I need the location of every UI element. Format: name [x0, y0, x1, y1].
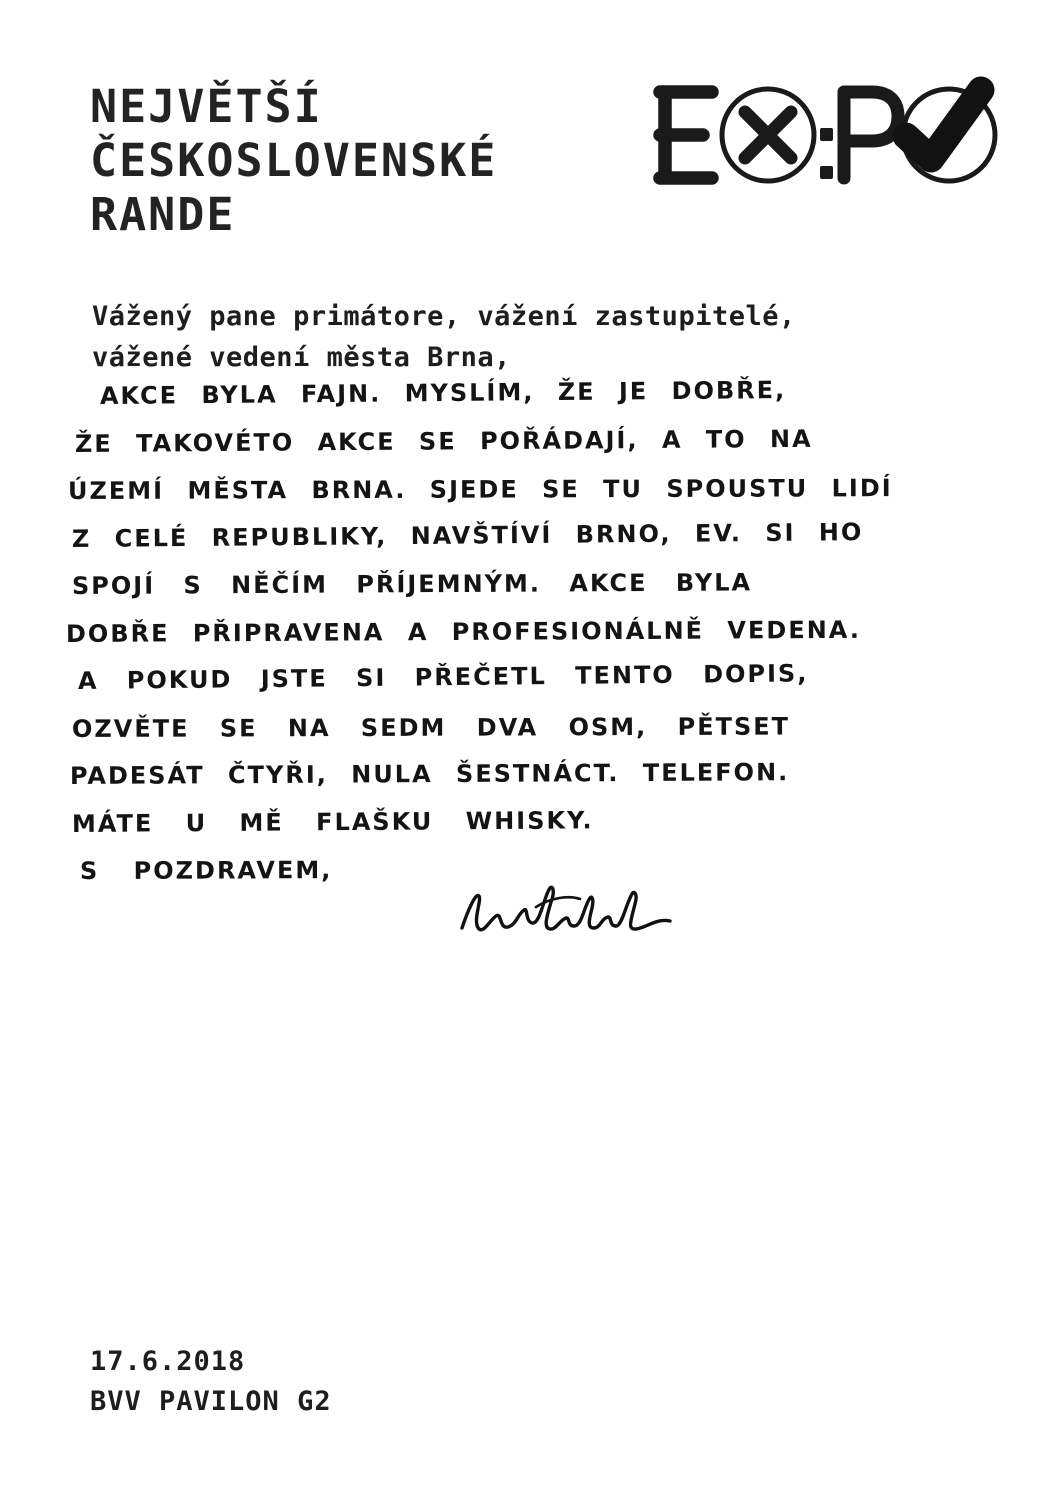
handwritten-line: S POZDRAVEM, [79, 856, 333, 885]
title-line-1: NEJVĚTŠÍ [90, 80, 323, 133]
handwritten-line: PADESÁT ČTYŘI, NULA ŠESTNÁCT. TELEFON. [69, 758, 790, 790]
circle-check-icon [903, 89, 995, 181]
handwritten-body [65, 376, 926, 905]
page-title [90, 80, 497, 242]
logo-colon [820, 128, 833, 179]
salutation-line-2: vážené vedení města Brna, [92, 342, 511, 373]
handwritten-line: MÁTE U MĚ FLAŠKU WHISKY. [71, 805, 594, 838]
expo-logo [648, 72, 1000, 198]
logo-letter-e [660, 92, 712, 178]
circle-x-icon [722, 89, 814, 181]
event-date: 17.6.2018 [90, 1346, 246, 1377]
salutation-line-1: Vážený pane primátore, vážení zastupitelé, [92, 301, 796, 332]
handwritten-line: AKCE BYLA FAJN. MYSLÍM, ŽE JE DOBŘE, [99, 376, 787, 410]
handwritten-line: ŽE TAKOVÉTO AKCE SE POŘÁDAJÍ, A TO NA [74, 424, 813, 458]
signature [450, 876, 680, 951]
signature-stroke [462, 887, 670, 929]
handwritten-line: SPOJÍ S NĚČÍM PŘÍJEMNÝM. AKCE BYLA [71, 568, 753, 600]
handwritten-line: A POKUD JSTE SI PŘEČETL TENTO DOPIS, [77, 659, 809, 695]
letter-footer [90, 1342, 332, 1422]
title-line-3: RANDE [90, 188, 236, 241]
handwritten-line: ÚZEMÍ MĚSTA BRNA. SJEDE SE TU SPOUSTU LIDÍ [67, 474, 893, 505]
salutation [92, 296, 796, 378]
event-venue: BVV PAVILON G2 [90, 1386, 332, 1417]
handwritten-line: Z CELÉ REPUBLIKY, NAVŠTÍVÍ BRNO, EV. SI HO [71, 517, 864, 553]
handwritten-line: OZVĚTE SE NA SEDM DVA OSM, PĚTSET [71, 711, 791, 743]
title-line-2: ČESKOSLOVENSKÉ [90, 134, 498, 187]
handwritten-line: DOBŘE PŘIPRAVENA A PROFESIONÁLNĚ VEDENA. [65, 615, 861, 648]
logo-letter-p [844, 92, 898, 178]
